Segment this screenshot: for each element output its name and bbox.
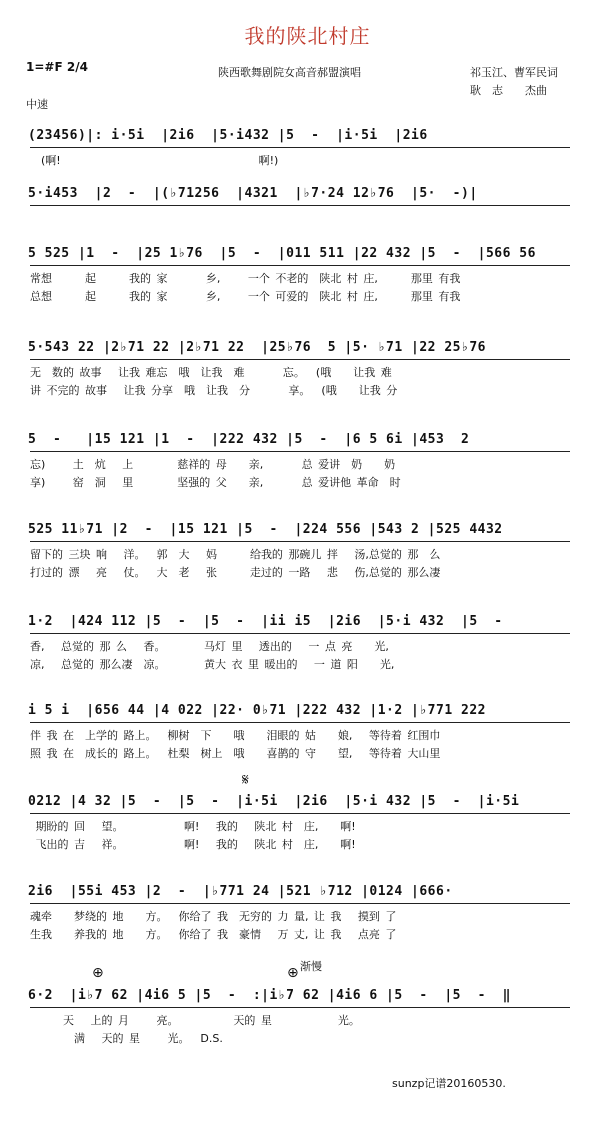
lyrics-verse-1: 伴 我 在 上学的 路上。 柳树 下 哦 泪眼的 姑 娘, 等待着 红围巾 [30, 729, 441, 742]
beam-line [30, 903, 570, 904]
beam-line [30, 205, 570, 206]
lyrics-verse-2: 飞出的 吉 祥。 啊! 我的 陕北 村 庄, 啊! [30, 838, 356, 851]
lyrics-verse-2: 照 我 在 成长的 路上。 杜梨 树上 哦 喜鹊的 守 望, 等待着 大山里 [30, 747, 441, 760]
lyrics-verse-2: 享) 窑 洞 里 坚强的 父 亲, 总 爱讲他 革命 时 [30, 476, 401, 489]
lyrics-verse-2: 凉, 总觉的 那么凄 凉。 黄大 衣 里 暖出的 一 道 阳 光, [30, 658, 395, 671]
composer-credit: 耿 志 杰曲 [470, 84, 547, 97]
lyrics-verse-1: 忘) 土 炕 上 慈祥的 母 亲, 总 爱讲 奶 奶 [30, 458, 396, 471]
lyrics-verse-1: 留下的 三块 响 洋。 郭 大 妈 给我的 那碗儿 拌 汤,总觉的 那 么 [30, 548, 441, 561]
lyricist-credit: 祁玉江、曹军民词 [470, 66, 558, 79]
lyrics-verse-2: 讲 不完的 故事 让我 分享 哦 让我 分 享。 (哦 让我 分 [30, 384, 398, 397]
beam-line [30, 147, 570, 148]
notation-line: (23456)|: i·5i |2i6 |5·i432 |5 - |i·5i |2i6 [28, 128, 428, 143]
beam-line [30, 1007, 570, 1008]
beam-line [30, 265, 570, 266]
lyrics-verse-1: 天 上的 月 亮。 天的 星 光。 [30, 1014, 360, 1027]
time-signature: 2/4 [66, 60, 88, 74]
lyrics-verse-1: (啊! 啊!) [30, 154, 279, 167]
performer-credit: 陕西歌舞剧院女高音郝盟演唱 [218, 66, 361, 79]
beam-line [30, 359, 570, 360]
lyrics-verse-2: 打过的 漂 亮 仗。 大 老 张 走过的 一路 悲 伤,总觉的 那么凄 [30, 566, 441, 579]
tempo-marking: 中速 [26, 98, 48, 111]
notation-line: 6·2 |i♭7 62 |4i6 5 |5 - :|i♭7 62 |4i6 6 |5 - |5 - ‖ [28, 988, 511, 1003]
notation-line: 5·543 22 |2♭71 22 |2♭71 22 |25♭76 5 |5· ♭71 |22 25♭76 [28, 340, 486, 355]
beam-line [30, 451, 570, 452]
notation-line: 525 11♭71 |2 - |15 121 |5 - |224 556 |543 2 |525 4432 [28, 522, 503, 537]
lyrics-verse-1: 期盼的 回 望。 啊! 我的 陕北 村 庄, 啊! [30, 820, 356, 833]
ritardando-marking: 渐慢 [300, 960, 322, 973]
transcriber-footer: sunzp记谱20160530. [392, 1077, 506, 1090]
beam-line [30, 633, 570, 634]
lyrics-verse-1: 常想 起 我的 家 乡, 一个 不老的 陕北 村 庄, 那里 有我 [30, 272, 461, 285]
beam-line [30, 722, 570, 723]
lyrics-verse-2: 生我 养我的 地 方。 你给了 我 豪情 万 丈, 让 我 点亮 了 [30, 928, 397, 941]
notation-line: 1·2 |424 112 |5 - |5 - |ii i5 |2i6 |5·i 432 |5 - [28, 614, 503, 629]
segno-icon: 𝄋 [242, 770, 249, 789]
notation-line: 2i6 |55i 453 |2 - |♭771 24 |521 ♭712 |0124 |666· [28, 884, 453, 899]
notation-line: 0212 |4 32 |5 - |5 - |i·5i |2i6 |5·i 432 |5 - |i·5i [28, 794, 520, 809]
lyrics-verse-1: 魂牵 梦绕的 地 方。 你给了 我 无穷的 力 量, 让 我 摸到 了 [30, 910, 397, 923]
lyrics-verse-1: 无 数的 故事 让我 难忘 哦 让我 难 忘。 (哦 让我 难 [30, 366, 392, 379]
notation-line: 5 - |15 121 |1 - |222 432 |5 - |6 5 6i |453 2 [28, 432, 470, 447]
coda-icon: ⊕ [92, 965, 104, 981]
coda-icon-2: ⊕ [287, 965, 299, 981]
notation-line: 5 525 |1 - |25 1♭76 |5 - |011 511 |22 432 |5 - |566 56 [28, 246, 536, 261]
notation-line: i 5 i |656 44 |4 022 |22· 0♭71 |222 432 |1·2 |♭771 222 [28, 703, 486, 718]
key-label: 1=#F [26, 60, 63, 74]
song-title: 我的陕北村庄 [244, 24, 371, 48]
lyrics-verse-2: 满 天的 星 光。 D.S. [30, 1032, 223, 1045]
notation-line: 5·i453 |2 - |(♭71256 |4321 |♭7·24 12♭76 |5· -)| [28, 186, 478, 201]
beam-line [30, 813, 570, 814]
lyrics-verse-2: 总想 起 我的 家 乡, 一个 可爱的 陕北 村 庄, 那里 有我 [30, 290, 461, 303]
beam-line [30, 541, 570, 542]
lyrics-verse-1: 香, 总觉的 那 么 香。 马灯 里 透出的 一 点 亮 光, [30, 640, 389, 653]
key-signature [26, 60, 88, 74]
